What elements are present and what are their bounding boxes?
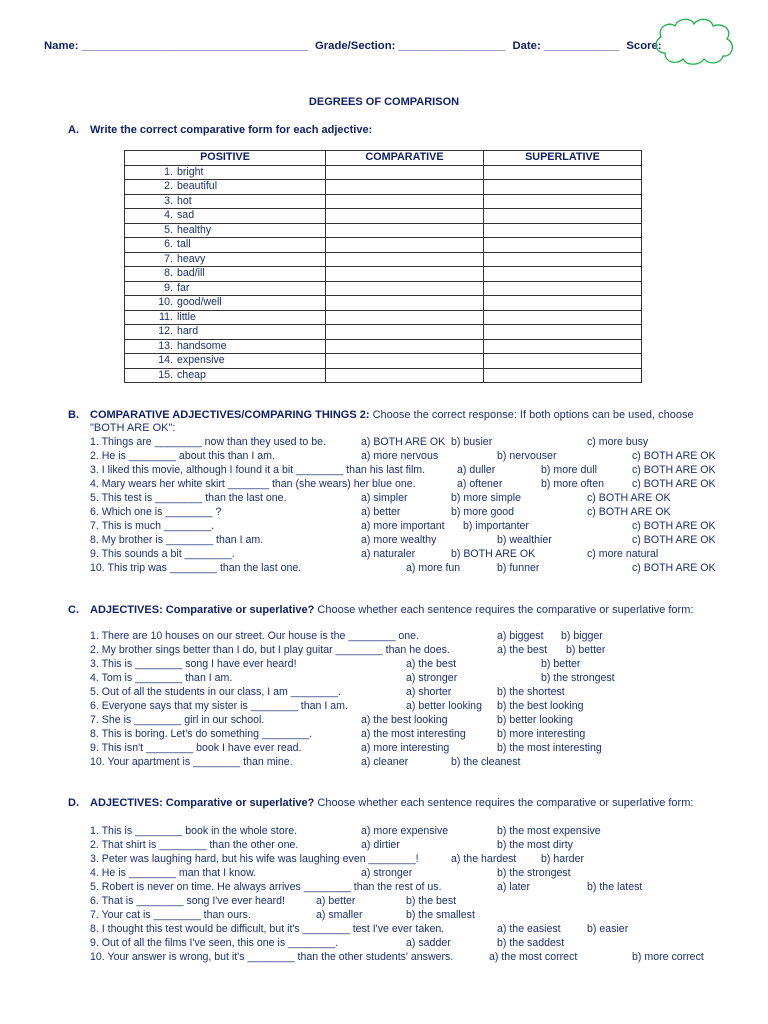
table-row — [125, 165, 642, 180]
table-row — [125, 325, 642, 340]
answer-option-a[interactable]: a) the most interesting — [361, 728, 466, 740]
answer-option-a[interactable]: a) stronger — [406, 672, 458, 684]
comparative-answer-cell[interactable] — [326, 354, 484, 369]
answer-option-a[interactable]: a) more wealthy — [361, 534, 437, 546]
answer-option-a[interactable]: a) dirtier — [361, 839, 400, 851]
question-text: 5. This test is ________ than the last one. — [90, 492, 287, 504]
positive-word: beautiful — [177, 180, 218, 192]
comparative-answer-cell[interactable] — [326, 339, 484, 354]
answer-option-b[interactable]: b) the smallest — [406, 909, 475, 921]
question-text: 10. This trip was ________ than the last one. — [90, 562, 302, 574]
section-a-letter: A. — [68, 124, 79, 136]
positive-word: hard — [177, 325, 199, 337]
section-d-letter: D. — [68, 797, 79, 809]
section-c-letter: C. — [68, 604, 79, 616]
answer-option-a[interactable]: a) more important — [361, 520, 445, 532]
table-row — [125, 368, 642, 383]
section-b-title: COMPARATIVE ADJECTIVES/COMPARING THINGS 2: — [90, 409, 370, 421]
section-d-heading — [68, 797, 693, 809]
adjective-table — [124, 150, 642, 383]
table-row — [125, 252, 642, 267]
superlative-answer-cell[interactable] — [484, 325, 642, 340]
comparative-answer-cell[interactable] — [326, 267, 484, 282]
table-row — [125, 339, 642, 354]
answer-option-a[interactable]: a) the best looking — [361, 714, 448, 726]
answer-option-a[interactable]: a) the best — [406, 658, 457, 670]
row-number: 8. — [164, 267, 173, 279]
answer-option-b[interactable]: b) the most dirty — [497, 839, 573, 851]
question-text: 9. This sounds a bit ________. — [90, 548, 235, 560]
answer-option-a[interactable]: a) later — [497, 881, 530, 893]
question-text: 7. Your cat is ________ than ours. — [90, 909, 251, 921]
answer-option-c[interactable]: c) BOTH ARE OK — [632, 450, 716, 462]
header-row — [44, 40, 666, 52]
answer-option-a[interactable]: a) cleaner — [361, 756, 409, 768]
answer-option-b[interactable]: b) nervouser — [497, 450, 557, 462]
row-number: 7. — [164, 252, 173, 265]
superlative-answer-cell[interactable] — [484, 354, 642, 369]
grade-section-field[interactable]: Grade/Section: _________________ — [315, 40, 506, 52]
table-row — [125, 281, 642, 296]
answer-option-a[interactable]: a) smaller — [316, 909, 363, 921]
answer-option-b[interactable]: b) funner — [497, 562, 540, 574]
positive-word: expensive — [177, 354, 225, 366]
superlative-answer-cell[interactable] — [484, 180, 642, 195]
question-text: 8. I thought this test would be difficult, but it's ________ test I've ever taken. — [90, 923, 445, 935]
answer-option-c[interactable]: c) BOTH ARE OK — [587, 492, 671, 504]
row-number: 3. — [164, 194, 173, 207]
question-text: 6. Which one is ________ ? — [90, 506, 222, 518]
answer-option-a[interactable]: a) better looking — [406, 700, 482, 712]
row-number: 12. — [158, 325, 173, 337]
comparative-answer-cell[interactable] — [326, 180, 484, 195]
row-number: 5. — [164, 223, 173, 236]
positive-cell — [125, 252, 326, 267]
comparative-answer-cell[interactable] — [326, 281, 484, 296]
page-title: DEGREES OF COMPARISON — [308, 96, 460, 108]
answer-option-a[interactable]: a) duller — [457, 464, 496, 476]
positive-word: bad/ill — [177, 267, 205, 279]
question-text: 5. Out of all the students in our class, I am ________. — [90, 686, 341, 698]
section-b-heading — [68, 409, 694, 421]
row-number: 4. — [164, 209, 173, 221]
positive-word: far — [177, 281, 190, 294]
question-text: 1. This is ________ book in the whole store. — [90, 825, 298, 837]
answer-option-b[interactable]: b) more often — [541, 478, 605, 490]
answer-option-b[interactable]: b) the saddest — [497, 937, 565, 949]
positive-word: hot — [177, 194, 192, 207]
name-field[interactable]: Name: ____________________________________ — [44, 40, 308, 52]
answer-option-c[interactable]: c) more busy — [587, 436, 649, 448]
answer-option-a[interactable]: a) the most correct — [489, 951, 578, 963]
question-text: 7. She is ________ girl in our school. — [90, 714, 265, 726]
answer-option-b[interactable]: b) busier — [451, 436, 493, 448]
positive-word: handsome — [177, 339, 227, 352]
superlative-answer-cell[interactable] — [484, 368, 642, 383]
question-text: 1. Things are ________ now than they used to be. — [90, 436, 326, 448]
question-text: 6. That is ________ song I've ever heard! — [90, 895, 286, 907]
positive-cell — [125, 310, 326, 325]
answer-option-b[interactable]: b) the shortest — [497, 686, 565, 698]
answer-option-b[interactable]: b) wealthier — [497, 534, 552, 546]
answer-option-b[interactable]: b) the latest — [587, 881, 643, 893]
column-positive: POSITIVE — [125, 151, 326, 166]
positive-word: sad — [177, 209, 195, 221]
score-cloud-icon — [651, 15, 737, 67]
superlative-answer-cell[interactable] — [484, 310, 642, 325]
row-number: 10. — [158, 296, 173, 308]
positive-word: good/well — [177, 296, 222, 308]
question-text: 4. He is ________ man that I know. — [90, 867, 257, 879]
answer-option-a[interactable]: a) more fun — [406, 562, 461, 574]
question-text: 9. This isn't ________ book I have ever read. — [90, 742, 302, 754]
answer-option-b[interactable]: b) the strongest — [497, 867, 571, 879]
question-text: 5. Robert is never on time. He always arrives ________ than the rest of us. — [90, 881, 442, 893]
answer-option-a[interactable]: a) shorter — [406, 686, 452, 698]
question-text: 3. I liked this movie, although I found it a bit ________ than his last film. — [90, 464, 426, 476]
answer-option-a[interactable]: a) naturaler — [361, 548, 416, 560]
answer-option-c[interactable]: c) BOTH ARE OK — [632, 478, 716, 490]
row-number: 1. — [164, 165, 173, 178]
section-c-title: ADJECTIVES: Comparative or superlative? — [90, 604, 315, 616]
row-number: 9. — [164, 281, 173, 294]
positive-cell — [125, 325, 326, 340]
answer-option-a[interactable]: a) BOTH ARE OK — [361, 436, 446, 448]
answer-option-c[interactable]: c) BOTH ARE OK — [632, 520, 716, 532]
positive-cell — [125, 180, 326, 195]
superlative-answer-cell[interactable] — [484, 238, 642, 253]
answer-option-a[interactable]: a) better — [316, 895, 356, 907]
section-b-letter: B. — [68, 409, 79, 421]
answer-option-a[interactable]: a) more expensive — [361, 825, 449, 837]
section-d-title: ADJECTIVES: Comparative or superlative? — [90, 797, 315, 809]
positive-cell — [125, 165, 326, 180]
answer-option-a[interactable]: a) more nervous — [361, 450, 439, 462]
question-text: 10. Your apartment is ________ than mine. — [90, 756, 293, 768]
row-number: 14. — [158, 354, 173, 366]
comparative-answer-cell[interactable] — [326, 165, 484, 180]
positive-cell — [125, 238, 326, 253]
row-number: 11. — [159, 310, 173, 323]
positive-word: heavy — [177, 252, 206, 265]
row-number: 6. — [164, 238, 173, 250]
table-row — [125, 310, 642, 325]
date-field[interactable]: Date: ____________ — [512, 40, 620, 52]
comparative-answer-cell[interactable] — [326, 238, 484, 253]
answer-option-a[interactable]: a) biggest — [497, 630, 544, 642]
answer-option-a[interactable]: a) simpler — [361, 492, 408, 504]
positive-word: bright — [177, 165, 204, 178]
answer-option-b[interactable]: b) more correct — [632, 951, 704, 963]
answer-option-a[interactable]: a) the easiest — [497, 923, 561, 935]
positive-cell — [125, 296, 326, 311]
positive-cell — [125, 267, 326, 282]
superlative-answer-cell[interactable] — [484, 296, 642, 311]
answer-option-b[interactable]: b) more good — [451, 506, 515, 518]
positive-word: tall — [177, 238, 191, 250]
question-text: 3. Peter was laughing hard, but his wife was laughing even ________! — [90, 853, 419, 865]
answer-option-b[interactable]: b) the cleanest — [451, 756, 521, 768]
answer-option-b[interactable]: b) BOTH ARE OK — [451, 548, 536, 560]
comparative-answer-cell[interactable] — [326, 368, 484, 383]
table-row — [125, 238, 642, 253]
answer-option-b[interactable]: b) the most interesting — [497, 742, 602, 754]
row-number: 2. — [164, 180, 173, 192]
comparative-answer-cell[interactable] — [326, 194, 484, 209]
answer-option-b[interactable]: b) better looking — [497, 714, 573, 726]
row-number: 15. — [158, 368, 173, 381]
section-a-instruction: Write the correct comparative form for each adjective: — [90, 124, 373, 136]
answer-option-a[interactable]: a) the best — [497, 644, 548, 656]
answer-option-b[interactable]: b) the strongest — [541, 672, 615, 684]
positive-cell — [125, 281, 326, 296]
answer-option-c[interactable]: c) BOTH ARE OK — [632, 464, 716, 476]
superlative-answer-cell[interactable] — [484, 339, 642, 354]
answer-option-b[interactable]: b) more dull — [541, 464, 597, 476]
answer-option-b[interactable]: b) bigger — [561, 630, 603, 642]
positive-cell — [125, 339, 326, 354]
section-a-heading — [68, 124, 372, 136]
positive-cell — [125, 194, 326, 209]
column-superlative: SUPERLATIVE — [484, 151, 642, 166]
answer-option-b[interactable]: b) the best — [406, 895, 457, 907]
positive-cell — [125, 368, 326, 383]
table-row — [125, 180, 642, 195]
answer-option-b[interactable]: b) more simple — [451, 492, 522, 504]
answer-option-a[interactable]: a) sadder — [406, 937, 451, 949]
section-c-heading — [68, 604, 693, 616]
answer-option-c[interactable]: c) BOTH ARE OK — [632, 562, 716, 574]
question-text: 8. This is boring. Let's do something ________. — [90, 728, 313, 740]
table-row — [125, 267, 642, 282]
column-comparative: COMPARATIVE — [326, 151, 484, 166]
answer-option-c[interactable]: c) BOTH ARE OK — [587, 506, 671, 518]
answer-option-c[interactable]: c) more natural — [587, 548, 659, 560]
comparative-answer-cell[interactable] — [326, 252, 484, 267]
answer-option-a[interactable]: a) better — [361, 506, 401, 518]
answer-option-a[interactable]: a) oftener — [457, 478, 503, 490]
section-d-instruction: Choose whether each sentence requires the comparative or superlative form: — [317, 797, 694, 809]
question-text: 2. My brother sings better than I do, but I play guitar ________ than he does. — [90, 644, 450, 656]
comparative-answer-cell[interactable] — [326, 325, 484, 340]
answer-option-b[interactable]: b) easier — [587, 923, 629, 935]
positive-word: healthy — [177, 223, 212, 236]
comparative-answer-cell[interactable] — [326, 223, 484, 238]
answer-option-b[interactable]: b) the most expensive — [497, 825, 601, 837]
section-b-instruction: Choose the correct response: If both options can be used, choose — [372, 409, 694, 421]
table-row — [125, 209, 642, 224]
answer-option-b[interactable]: b) better — [541, 658, 581, 670]
row-number: 13. — [158, 339, 173, 352]
superlative-answer-cell[interactable] — [484, 223, 642, 238]
question-text: 3. This is ________ song I have ever heard! — [90, 658, 297, 670]
comparative-answer-cell[interactable] — [326, 310, 484, 325]
table-row — [125, 296, 642, 311]
answer-option-b[interactable]: b) better — [566, 644, 606, 656]
superlative-answer-cell[interactable] — [484, 165, 642, 180]
question-text: 4. Mary wears her white skirt _______ than (she wears) her blue one. — [90, 478, 416, 490]
question-text: 10. Your answer is wrong, but it's ________ than the other students' answers. — [90, 951, 454, 963]
question-text: 2. That shirt is ________ than the other one. — [90, 839, 299, 851]
answer-option-b[interactable]: b) harder — [541, 853, 584, 865]
positive-cell — [125, 209, 326, 224]
section-b-instruction-cont: "BOTH ARE OK": — [90, 422, 176, 434]
superlative-answer-cell[interactable] — [484, 209, 642, 224]
answer-option-a[interactable]: a) stronger — [361, 867, 413, 879]
section-c-instruction: Choose whether each sentence requires the comparative or superlative form: — [317, 604, 694, 616]
question-text: 2. He is ________ about this than I am. — [90, 450, 275, 462]
superlative-answer-cell[interactable] — [484, 252, 642, 267]
table-row — [125, 194, 642, 209]
answer-option-b[interactable]: b) the best looking — [497, 700, 584, 712]
positive-cell — [125, 223, 326, 238]
superlative-answer-cell[interactable] — [484, 194, 642, 209]
answer-option-a[interactable]: a) more interesting — [361, 742, 450, 754]
question-text: 9. Out of all the films I've seen, this one is ________. — [90, 937, 339, 949]
table-row — [125, 354, 642, 369]
superlative-answer-cell[interactable] — [484, 267, 642, 282]
question-text: 7. This is much ________. — [90, 520, 215, 532]
question-text: 4. Tom is ________ than I am. — [90, 672, 233, 684]
positive-cell — [125, 354, 326, 369]
answer-option-b[interactable]: b) more interesting — [497, 728, 586, 740]
comparative-answer-cell[interactable] — [326, 209, 484, 224]
score-label: Score: — [626, 40, 662, 52]
positive-word: little — [177, 310, 196, 323]
positive-word: cheap — [177, 368, 206, 381]
superlative-answer-cell[interactable] — [484, 281, 642, 296]
answer-option-c[interactable]: c) BOTH ARE OK — [632, 534, 716, 546]
question-text: 8. My brother is ________ than I am. — [90, 534, 264, 546]
answer-option-b[interactable]: b) importanter — [463, 520, 529, 532]
question-text: 6. Everyone says that my sister is ________ than I am. — [90, 700, 348, 712]
table-row — [125, 223, 642, 238]
answer-option-a[interactable]: a) the hardest — [451, 853, 517, 865]
question-text: 1. There are 10 houses on our street. Our house is the ________ one. — [90, 630, 420, 642]
comparative-answer-cell[interactable] — [326, 296, 484, 311]
